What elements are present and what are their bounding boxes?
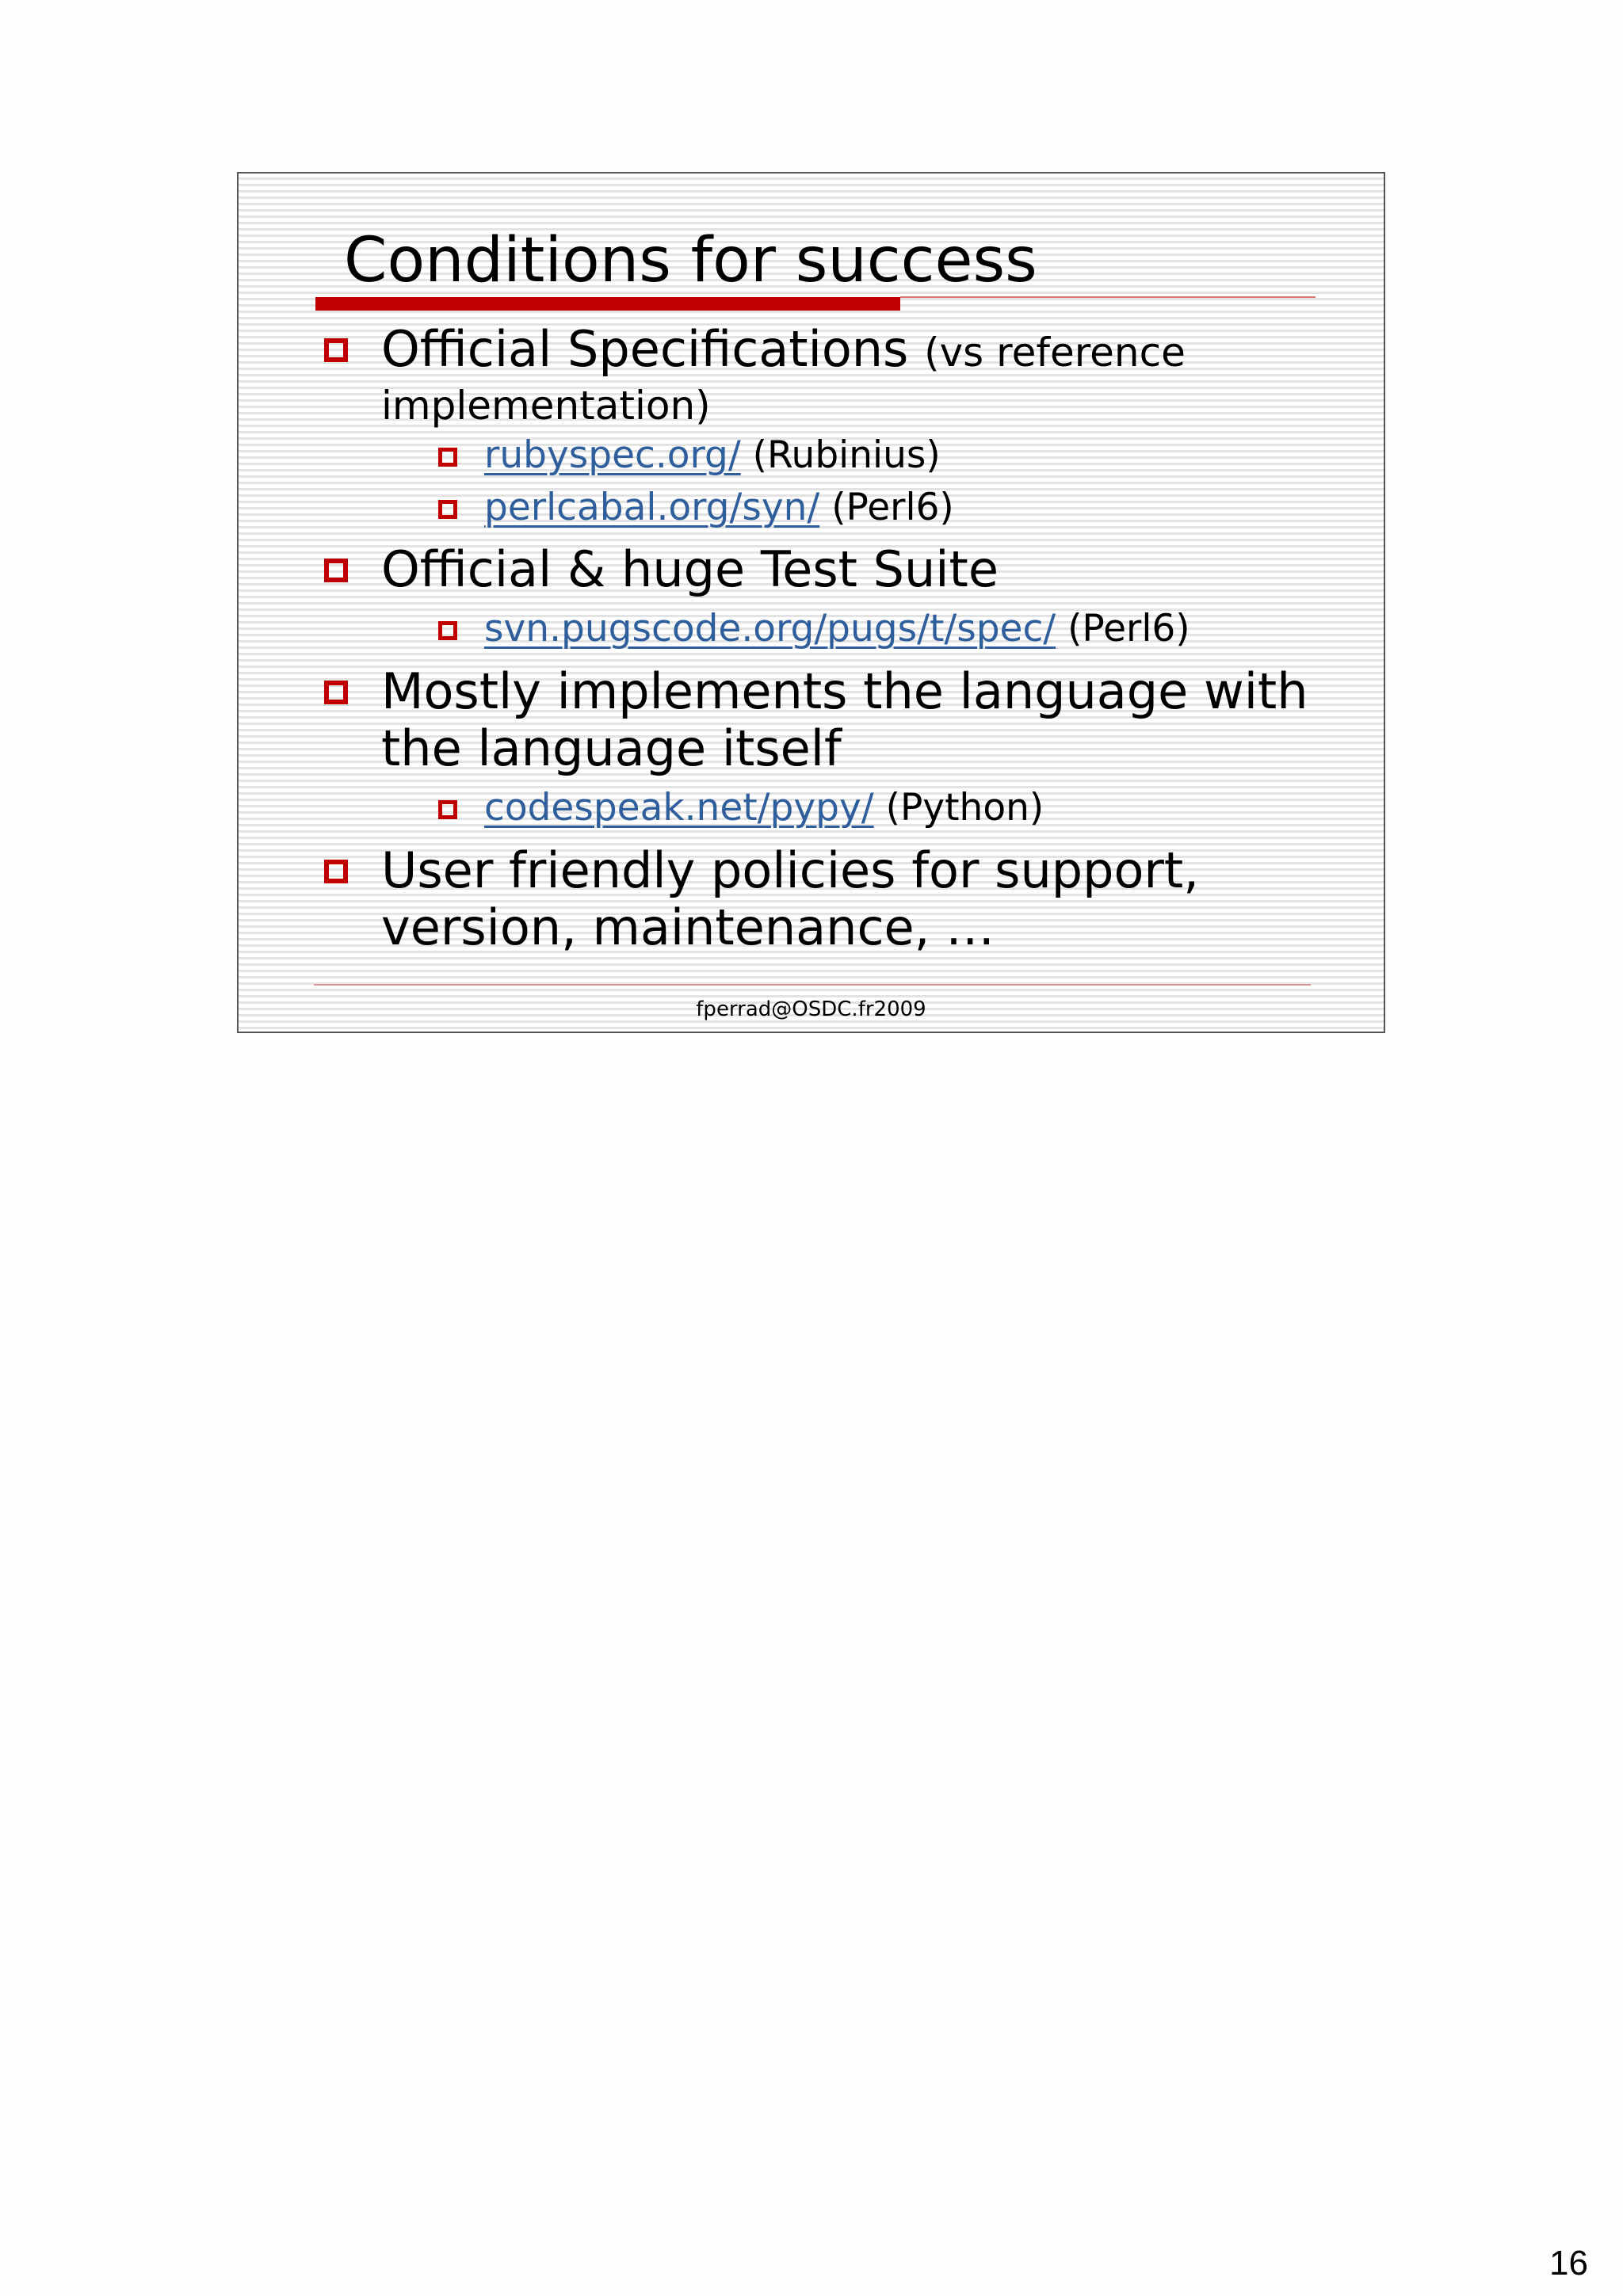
bullet-official-specifications [381,321,1300,430]
sub-item-note: (Python) [885,786,1044,830]
bullet-aside-text: (vs reference [924,330,1186,376]
slide-footer: fperrad@OSDC.fr2009 [696,997,926,1021]
sub-item-rubyspec [484,433,941,478]
sub-item-note: (Rubinius) [752,433,941,477]
bullet-box-icon [324,559,348,582]
bullet-implements-language [381,662,1308,777]
bullet-line-1: User friendly policies for support, [381,841,1199,899]
sub-bullet-box-icon [438,621,457,640]
slide [237,172,1385,1033]
bullet-main-text: Official Specifications [381,320,909,378]
page-number: 16 [1549,2244,1588,2283]
perlcabal-link[interactable]: perlcabal.org/syn/ [484,486,820,529]
bullet-user-friendly-policies [381,842,1300,956]
sub-item-perlcabal [484,486,954,530]
title-rule [900,296,1316,298]
bullet-box-icon [324,338,348,362]
slide-title: Conditions for success [344,225,1037,296]
bullet-line-2: the language itself [381,719,842,777]
sub-item-codespeak [484,786,1044,830]
sub-bullet-box-icon [438,500,457,519]
codespeak-link[interactable]: codespeak.net/pypy/ [484,786,874,830]
bullet-test-suite [381,541,1300,598]
sub-item-note: (Perl6) [831,486,954,529]
sub-item-note: (Perl6) [1067,607,1190,650]
footer-rule [314,984,1311,986]
bullet-main-text: Official & huge Test Suite [381,540,999,598]
bullet-line-2: version, maintenance, … [381,898,995,956]
bullet-line-1: Mostly implements the language with [381,662,1308,720]
pugscode-link[interactable]: svn.pugscode.org/pugs/t/spec/ [484,607,1056,650]
rubyspec-link[interactable]: rubyspec.org/ [484,433,741,477]
title-underline-bar [315,297,900,311]
sub-bullet-box-icon [438,800,457,819]
sub-item-pugscode [484,607,1190,651]
bullet-continuation-text: implementation) [381,383,711,429]
bullet-box-icon [324,860,348,883]
bullet-box-icon [324,681,348,704]
sub-bullet-box-icon [438,448,457,467]
